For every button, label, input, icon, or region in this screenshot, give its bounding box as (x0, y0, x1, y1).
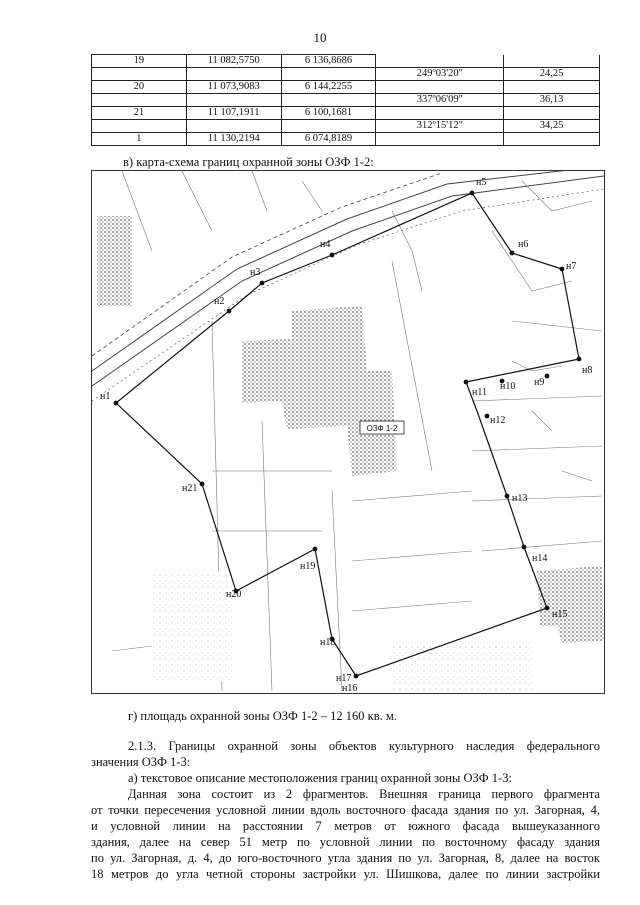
vertex-label: н10 (500, 381, 516, 392)
point-number: 21 (92, 107, 187, 120)
vertex-label: н1 (100, 391, 111, 402)
vertex-label: н7 (566, 261, 577, 272)
map-drawing (92, 171, 604, 693)
zone-label (360, 421, 404, 434)
coordinates-table (91, 54, 600, 146)
coord-x: 11 107,1911 (186, 107, 281, 120)
building-block (537, 566, 604, 643)
map-caption: в) карта-схема границ охранной зоны ОЗФ 1-2: (123, 155, 374, 169)
segment-length: 36,13 (504, 94, 600, 107)
angle-cell (376, 55, 504, 68)
table-row (92, 55, 600, 68)
coord-y: 6 074,8189 (281, 133, 376, 146)
page-number: 10 (313, 30, 327, 45)
segment-length: 34,25 (504, 120, 600, 133)
table-row (92, 120, 600, 133)
vertex-label: н19 (300, 561, 316, 572)
vertex-label: н3 (250, 267, 261, 278)
vertex-label: н17 (336, 673, 352, 684)
vertex-label: н16 (342, 683, 358, 693)
vertex-label: н2 (214, 296, 225, 307)
vertex-label: н21 (182, 483, 198, 494)
vertex-label: н20 (226, 589, 242, 600)
segment-angle: 337º06'09" (376, 94, 504, 107)
vertex-label: н15 (552, 609, 568, 620)
zone-area: г) площадь охранной зоны ОЗФ 1-2 – 12 160 кв. м. (128, 709, 397, 723)
point-number: 19 (92, 55, 187, 68)
vertex-label: н18 (320, 637, 336, 648)
svg-text:ОЗФ 1-2: ОЗФ 1-2 (366, 424, 398, 433)
body-text: Данная зона состоит из 2 фрагментов. Внешняя граница первого фрагмента от точки пересечения условной линии вдоль восточного фасада здания по ул. Загорная, 4, и условной линии на расстоянии 7 метров от южного фасада вышеуказанного здания, далее на север 51 метр по условной линии по восточному фасаду здания по ул. Загорная, д. 4, до юго-восточного угла здания по ул. Загорная, 8, далее на восток 18 метров до угла четной стороны застройки ул. Шишкова, далее по линии застройки (91, 787, 600, 881)
building-block (242, 306, 397, 476)
vertex-label: н13 (512, 493, 528, 504)
point-number: 1 (92, 133, 187, 146)
table-row (92, 81, 600, 94)
table-row (92, 107, 600, 120)
vertex-label: н14 (532, 553, 548, 564)
segment-length: 24,25 (504, 68, 600, 81)
coord-x: 11 082,5750 (186, 55, 281, 68)
coord-y: 6 100,1681 (281, 107, 376, 120)
building-block (97, 216, 132, 306)
vertex-label: н6 (518, 239, 529, 250)
section-heading: 2.1.3. Границы охранной зоны объектов культурного наследия федерального значения ОЗФ 1-3: (91, 739, 600, 769)
coord-y: 6 144,2255 (281, 81, 376, 94)
length-cell (504, 55, 600, 68)
vertex-label: н12 (490, 415, 506, 426)
zone-map (91, 170, 605, 694)
sand-area (392, 641, 532, 691)
vertex-label: н4 (320, 239, 331, 250)
segment-angle: 312º15'12" (376, 120, 504, 133)
coord-x: 11 130,2194 (186, 133, 281, 146)
point-number: 20 (92, 81, 187, 94)
vertex-label: н8 (582, 365, 593, 376)
coord-x: 11 073,9083 (186, 81, 281, 94)
table-row (92, 133, 600, 146)
vertex-label: н11 (472, 387, 487, 398)
vertex-label: н5 (476, 177, 487, 188)
table-row (92, 94, 600, 107)
subheading-a: а) текстовое описание местоположения границ охранной зоны ОЗФ 1-3: (128, 771, 512, 785)
sand-area (152, 571, 232, 681)
vertex-label: н9 (534, 377, 545, 388)
table-row (92, 68, 600, 81)
segment-angle: 249º03'20" (376, 68, 504, 81)
coord-y: 6 136,8686 (281, 55, 376, 68)
